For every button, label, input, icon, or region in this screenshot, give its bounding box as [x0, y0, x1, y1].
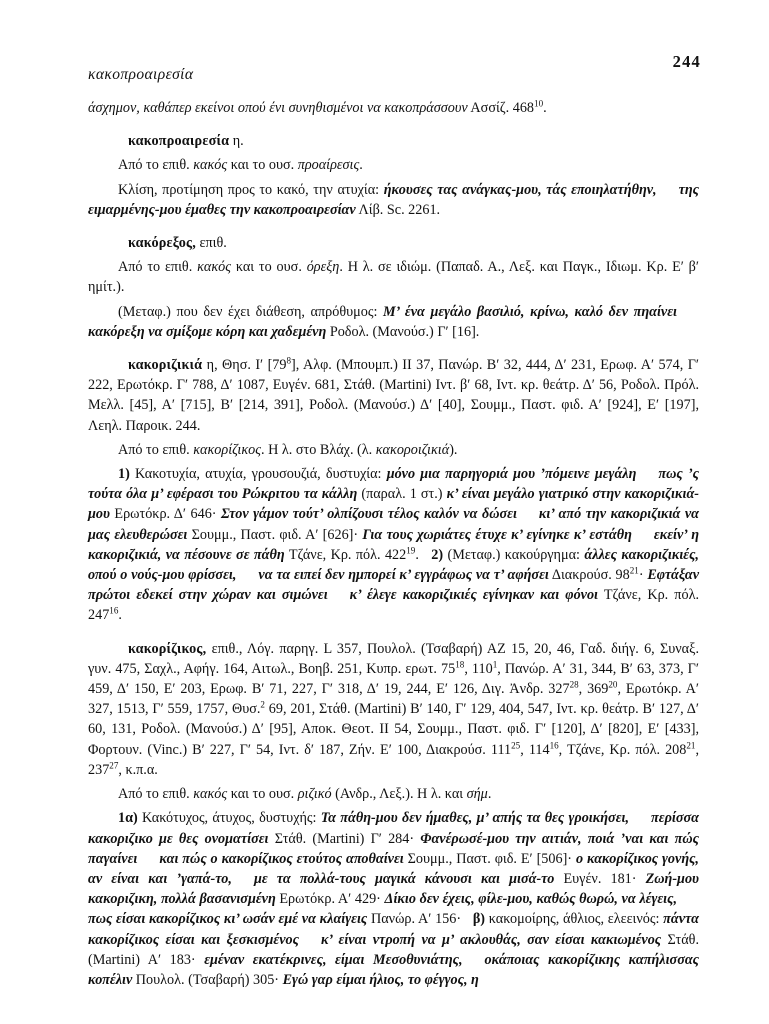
citation-superscript-d: 20 — [608, 679, 618, 690]
citation-superscript-b: 1 — [492, 659, 498, 670]
sense-quote-a: Μ’ ένα μεγάλο βασιλιό, κρίνω, καλό δεν πηαίνει — [383, 303, 677, 320]
beta-quote-1a: πάντα κακορίζικος είσαι και ξεσκισμένος — [88, 911, 699, 948]
lemma-citations-i: , 237 — [88, 741, 699, 778]
sense-definition: (Μεταφ.) που δεν έχει διάθεση, απρόθυμος: — [118, 303, 383, 320]
lemma-pos: η. — [229, 133, 244, 150]
sense-number-1: 1) — [118, 466, 130, 483]
etymology-term-1: κακός — [197, 259, 231, 276]
sense-kakorexos — [88, 302, 699, 342]
sense-reference-3-tail: . — [415, 546, 424, 563]
citation-superscript-h: 21 — [686, 739, 696, 750]
beta-reference-2: Πουλολ. (Τσαβαρή) 305· — [132, 971, 283, 988]
sense-quote-3a: Για τους χωριάτες έτυχε κ’ εγίνηκε κ’ εστάθη — [362, 526, 632, 543]
etymology-kakoproairesia — [88, 155, 699, 175]
lemma-citations-f: 69, 201, Στάθ. (Martini) Β′ 140, Γ′ 129, 404, 547, Ιντ. κρ. θεάτρ. Β′ 127, Δ′ 60, 131, Ροδολ. (Μανούσ.) Δ′ [95], Αποκ. Θεοτ. ΙΙ 54, Σουμμ., Παστ. φιδ. Γ′ [120], Δ′ [820], Ε′ [433], Φορτουν. (Vinc.) Β′ 227, Γ′ 54, Ιντ. δ′ 187, Ζήν. Ε′ 100, Διακρούσ. 111 — [88, 701, 699, 758]
lemma-text: κακοριζικιά — [128, 357, 203, 374]
etymology-kakorizikos — [88, 784, 699, 804]
sense-quote-2a: Στον γάμον τούτ’ ολπίζουσι τέλος καλόν να δώσει — [221, 506, 517, 523]
sense-reference-3: Τζάνε, Κρ. πόλ. 422 — [284, 546, 407, 563]
lemma-citations-h: , Τζάνε, Κρ. πόλ. 208 — [558, 741, 687, 758]
sense2-quote-1a: άλλες κακοριζικιές, οπού ο νούς-μου φρίσσει, — [88, 546, 699, 584]
lemma-citations-a: επιθ., Λόγ. παρηγ. L 357, Πουλολ. (Τσαβαρή) ΑΖ 15, 20, 46, Γαδ. διήγ. 6, Συναξ. γυν. 475, Σαχλ., Αφήγ. 164, Αιτωλ., Βοηβ. 251, Κυπρ. ερωτ. 75 — [88, 640, 699, 677]
sense2-reference-1-tail: · — [638, 567, 648, 584]
sense-quote-1b: περίσσα κακοριζικο με θες ονοματίσει — [88, 810, 699, 847]
sense-reference-4: Ερωτόκρ. Α′ 429· — [275, 891, 385, 908]
etymology-mid: . Η λ. στο Βλάχ. (λ. — [261, 441, 376, 458]
sense-reference-1: Στάθ. (Martini) Γ′ 284· — [268, 830, 421, 847]
etymology-tail: . — [487, 786, 492, 803]
sense-quote-3b: με τα πολλά-τους μαγικά κάνουσι και μισά-το — [253, 870, 555, 887]
entry-headword-kakorizikos — [88, 639, 699, 780]
sense-quote-5a: Δίκιο δεν έχεις, φίλε-μου, καθώς θωρώ, να λέγεις, — [384, 891, 677, 908]
catchline-text: άσχημον, καθάπερ εκείνοι οπού ένι συνηθισμένοι να κακοπράσσουν — [88, 100, 468, 116]
sense2-quote-1b: να τα ειπεί δεν ημπορεί κ’ εγγράφως να τ’ αφήσει — [258, 567, 549, 584]
sense-kakoproairesia — [88, 180, 699, 220]
etymology-end: ). — [449, 441, 458, 458]
etymology-lead: Από το επιθ. — [118, 259, 198, 276]
sense-reference: Λίβ. Sc. 2261. — [355, 201, 441, 218]
sense2-reference-2-tail: . — [118, 607, 122, 624]
sense-number-beta: β) — [472, 911, 486, 928]
etymology-term-2: όρεξη — [306, 259, 340, 276]
citation-superscript-a: 8 — [286, 355, 292, 366]
lemma-citations-b: , 110 — [464, 660, 493, 677]
sense-quote-b: της ειμαρμένης-μου έμαθες την κακοπροαιρεσίαν — [88, 181, 700, 218]
etymology-mid: και το ουσ. — [231, 259, 307, 276]
beta-quote-1b: κ’ είναι ντροπή να μ’ ακλουθάς, σαν είσαι κακιωμένος — [320, 931, 662, 948]
sense2-reference-2-superscript: 16 — [109, 605, 119, 616]
sense-quote-2a: Φανέρωσέ-μου την αιτιάν, ποιά ’ναι και πώς παγαίνει — [88, 830, 699, 867]
sense-parallel-note: (παραλ. 1 στ.) — [357, 486, 447, 503]
running-head: κακοπροαιρεσία — [88, 66, 194, 83]
beta-quote-3a: Εγώ γαρ είμαι ήλιος, το φέγγος, η — [282, 971, 479, 988]
sense-quote-2b: κι’ από την κακοριζικιά να μας ελευθερώσει — [88, 506, 699, 543]
sense-block-kakorizikos — [88, 808, 699, 990]
sense2-reference-1-superscript: 21 — [629, 565, 639, 576]
etymology-term-3: σήμ — [466, 786, 488, 803]
sense-definition-1a: Κακότυχος, άτυχος, δυστυχής: — [137, 810, 321, 827]
catchline-superscript: 10 — [534, 98, 544, 109]
lemma-citations-d: , 369 — [578, 681, 609, 698]
etymology-end: . Η λ. σε ιδιώμ. (Παπαδ. Α., Λεξ. και Παγκ., Ιδιωμ. Κρ. Ε′ β′ ημίτ.). — [88, 259, 700, 296]
catchline-tail: . — [543, 100, 547, 116]
citation-superscript-g: 16 — [549, 739, 559, 750]
sense2-quote-2a: Εφτάξαν πρώτοι εδεκεί στην χώραν και σιμώνει — [88, 567, 700, 604]
citation-superscript-i: 27 — [109, 760, 119, 771]
etymology-term-2: ριζικό — [297, 786, 332, 803]
etymology-term-2: κακοροιζικιά — [375, 441, 450, 458]
beta-reference-1: Στάθ. (Martini) Α′ 183· — [88, 931, 700, 968]
lemma-text: κακόρεξος, — [128, 235, 196, 252]
catchline-paragraph — [88, 98, 699, 118]
page-header — [88, 52, 699, 98]
lemma-text: κακορίζικος, — [128, 640, 207, 657]
sense-quote-1d: κ’ είναι μεγάλο γιατρικό στην κακοριζικιά-μου — [88, 486, 700, 523]
sense-definition-2: (Μεταφ.) κακούργημα: — [443, 546, 585, 563]
sense-quote-3b: εκείν’ η κακοριζικιά, να πέσουνε σε πάθη — [88, 526, 699, 563]
sense2-reference-2: Τζάνε, Κρ. πόλ. 247 — [88, 587, 699, 624]
sense-quote-2b: και πώς ο κακορίζικος ετούτος αποθαίνει — [159, 850, 404, 867]
sense-reference-3-superscript: 19 — [406, 545, 416, 556]
sense-reference-2: Σουμμ., Παστ. φιδ. Ε′ [506]· — [403, 850, 576, 867]
etymology-term-1: κακός — [193, 157, 228, 174]
lemma-citations-g: , 114 — [520, 741, 550, 758]
etymology-mid: και το ουσ. — [227, 157, 298, 174]
entry-headword-kakorizikia — [88, 355, 699, 436]
lemma-citations-a: η, Θησ. Ι′ [79 — [202, 357, 287, 374]
etymology-term-1: κακός — [193, 786, 228, 803]
sense-reference: Ροδολ. (Μανούσ.) Γ′ [16]. — [326, 323, 480, 340]
sense-number-1a: 1α) — [118, 810, 138, 827]
lemma-citations-b: ], Αλφ. (Μπουμπ.) ΙΙ 37, Πανώρ. Β′ 32, 444, Δ′ 231, Ερωφ. Α′ 574, Γ′ 222, Ερωτόκρ. Γ′ 788, Δ′ 1087, Ευγέν. 681, Στάθ. (Martini) Ιντ. β′ 68, Ιντ. κρ. θεάτρ. Δ′ 56, Ροδολ. Πρόλ. Μελλ. [45], Α′ [715], Β′ [214, 391], Ροδολ. (Μανούσ.) Δ′ [40], Σουμμ., Παστ. φιδ. Α′ [924], Ε′ [197], Λεηλ. Παροικ. 244. — [88, 357, 700, 434]
etymology-lead: Από το επιθ. — [118, 786, 194, 803]
etymology-kakorizikia — [88, 440, 699, 460]
catchline-ref: Ασσίζ. 468 — [467, 100, 535, 116]
page-number: 244 — [672, 52, 701, 71]
sense-block-kakorizikia — [88, 464, 699, 626]
lemma-citations-c: , Πανώρ. Α′ 31, 344, Β′ 63, 373, Γ′ 459, Δ′ 150, Ε′ 203, Ερωφ. Β′ 71, 227, Γ′ 318, Δ′ 19, 244, Ε′ 126, Διγ. Ἀνδρ. 327 — [88, 660, 699, 698]
sense-quote-4a: Ζωή-μου κακοριζικη, πολλά βασανισμένη — [88, 870, 699, 908]
text-column — [88, 98, 699, 990]
sense-definition-beta: κακομοίρης, άθλιος, ελεεινός: — [485, 911, 664, 928]
etymology-term-1: κακορίζικος — [193, 441, 262, 458]
lemma-citations-e: , Ερωτόκρ. Α′ 327, 1513, Γ′ 559, 1757, Θυσ. — [88, 681, 699, 718]
etymology-mid: και το ουσ. — [227, 786, 298, 803]
sense-quote-5b: πως είσαι κακορίζικος κι’ ωσάν εμέ να κλαίγεις — [88, 911, 368, 928]
sense-quote-3a: ο κακορίζικος γονής, αν είναι και ’γαπά-το, — [88, 850, 699, 887]
sense-reference-5: Πανώρ. Α′ 156· — [367, 911, 465, 928]
etymology-lead: Από το επιθ. — [118, 441, 194, 458]
lemma-citations-j: , κ.π.α. — [118, 761, 158, 778]
etymology-kakorexos — [88, 257, 699, 297]
sense-quote-1a: μόνο μια παρηγοριά μου ’πόμεινε μεγάλη — [386, 466, 637, 483]
etymology-lead: Από το επιθ. — [118, 157, 194, 174]
sense-quote-a: ήκουσες τας ανάγκας-μου, τάς εποιηλατήθην, — [383, 181, 657, 198]
entry-headword-kakorexos — [88, 233, 699, 253]
etymology-term-2: προαίρεσις — [297, 157, 360, 174]
beta-quote-2a: εμέναν εκατέκρινες, είμαι Μεσοθυνιάτης, — [204, 951, 463, 968]
beta-quote-2b: οκάποιας κακορίζικης καπήλισσας κοπέλιν — [88, 951, 700, 988]
sense-number-2: 2) — [431, 546, 444, 563]
sense-reference-2: Σουμμ., Παστ. φιδ. Α′ [626]· — [187, 526, 363, 543]
sense2-reference-1: Διακρούσ. 98 — [548, 567, 630, 584]
entry-headword-kakoproairesia — [88, 131, 699, 151]
lemma-text: κακοπροαιρεσία — [128, 133, 230, 150]
sense-reference-1: Ερωτόκρ. Δ′ 646· — [109, 506, 221, 523]
sense2-quote-2b: κ’ έλεγε κακοριζικιές εγίνηκαν και φόνοι — [349, 587, 599, 604]
citation-superscript-a: 18 — [455, 659, 465, 670]
citation-superscript-c: 28 — [569, 679, 579, 690]
sense-quote-1b: πως ’ς τούτα όλα μ’ εφέρασι του Ρώκριτου τα κάλλη — [88, 466, 699, 503]
sense-quote-b: κακόρεξη να σμίξομε κόρη και χαδεμένη — [88, 323, 327, 340]
sense-reference-3: Ευγέν. 181· — [554, 870, 646, 887]
etymology-end: . — [359, 157, 363, 174]
citation-superscript-e: 2 — [260, 699, 265, 710]
etymology-end: (Ανδρ., Λεξ.). Η λ. και — [331, 786, 467, 803]
lemma-pos: επιθ. — [195, 235, 227, 252]
citation-superscript-f: 25 — [511, 739, 521, 750]
sense-quote-1a: Τα πάθη-μου δεν ήμαθες, μ’ απής τα θες γροικήσει, — [320, 810, 630, 827]
sense-definition-1: Κακοτυχία, ατυχία, γρουσουζιά, δυστυχία: — [129, 466, 387, 483]
sense-definition: Κλίση, προτίμηση προς το κακό, την ατυχία: — [118, 181, 384, 198]
